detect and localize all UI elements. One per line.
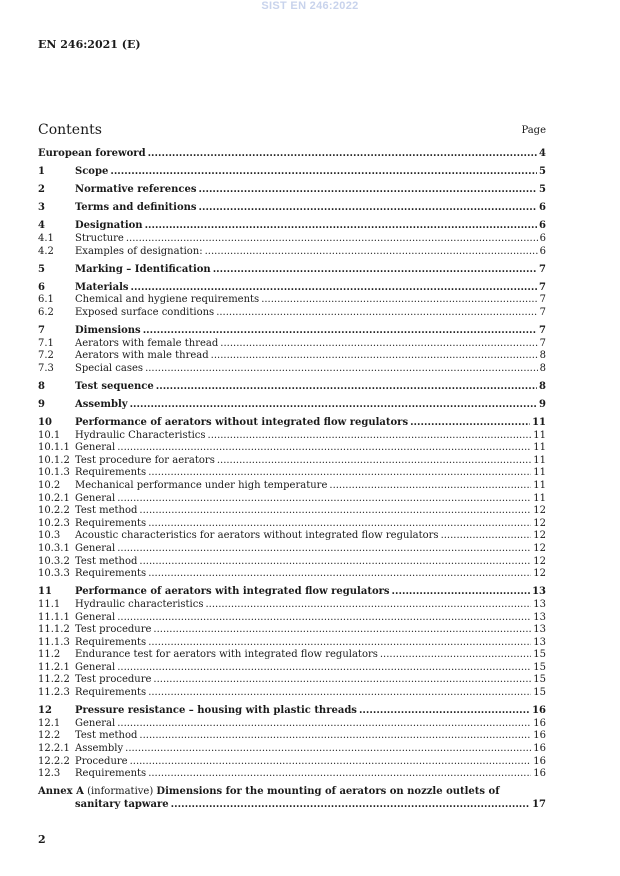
toc-entry-title: Hydraulic Characteristics <box>75 429 206 441</box>
toc-entry[interactable] <box>38 430 546 443</box>
dot-leader <box>261 294 537 307</box>
toc-entry[interactable] <box>38 624 546 637</box>
toc-entry-number: 7.3 <box>38 362 54 374</box>
dot-leader <box>130 756 532 769</box>
toc-entry[interactable] <box>38 730 546 743</box>
toc-entry-title: Marking – Identification <box>75 263 211 275</box>
dot-leader <box>199 202 538 215</box>
toc-entry-title: Materials <box>75 281 129 293</box>
toc-entry-page: 8 <box>539 380 546 392</box>
toc-entry-title: Acoustic characteristics for aerators without integrated flow regulators <box>75 530 439 542</box>
dot-leader <box>329 480 531 493</box>
dot-leader <box>148 148 537 161</box>
toc-entry-title: Mechanical performance under high temperature <box>75 480 328 492</box>
toc-entry-number: 10.2.3 <box>38 517 70 529</box>
toc-entry-title: Test sequence <box>75 380 154 392</box>
toc-entry[interactable] <box>38 363 546 376</box>
dot-leader <box>117 612 531 625</box>
toc-entry-title: Performance of aerators with integrated flow regulators <box>75 586 390 598</box>
toc-entry-title: Aerators with male thread <box>75 350 209 362</box>
dot-leader <box>139 556 531 569</box>
toc-entry-number: 4.1 <box>38 232 54 244</box>
dot-leader <box>125 743 531 756</box>
toc-entry[interactable] <box>38 556 546 569</box>
toc-entry[interactable] <box>38 530 546 543</box>
toc-entry[interactable] <box>38 674 546 687</box>
toc-entry[interactable] <box>38 543 546 556</box>
toc-entry-number: 10.2.1 <box>38 492 70 504</box>
toc-entry[interactable] <box>38 687 546 700</box>
toc-entry-title: General <box>75 611 116 623</box>
dot-leader <box>126 233 538 246</box>
dot-leader <box>117 493 531 506</box>
toc-entry-title: General <box>75 442 116 454</box>
dot-leader <box>148 467 531 480</box>
toc-entry[interactable] <box>38 649 546 662</box>
toc-entry-title: Endurance test for aerators with integrated flow regulators <box>75 649 378 661</box>
toc-entry-title: Exposed surface conditions <box>75 306 215 318</box>
toc-entry-title: Chemical and hygiene requirements <box>75 294 260 306</box>
toc-entry-title: Test method <box>75 555 138 567</box>
toc-entry-number: 10.3.3 <box>38 568 70 580</box>
contents-title: Contents <box>38 122 102 138</box>
toc-entry-page: 8 <box>539 350 546 362</box>
annex-title: Dimensions for the mounting of aerators on nozzle outlets of <box>156 786 500 798</box>
toc-entry-number: 6 <box>38 281 45 293</box>
toc-entry-page: 12 <box>533 517 546 529</box>
toc-entry-page: 11 <box>532 417 546 429</box>
toc-entry-number: 12 <box>38 705 52 717</box>
dot-leader <box>110 166 537 179</box>
toc-entry[interactable] <box>38 768 546 781</box>
toc-entry-number: 7.2 <box>38 350 54 362</box>
annex-label: Annex A <box>38 786 84 798</box>
dot-leader <box>139 730 531 743</box>
toc-entry-title: Requirements <box>75 687 147 699</box>
toc-entry-page: 11 <box>533 467 546 479</box>
toc-entry-number: 5 <box>38 263 45 275</box>
toc-entry[interactable] <box>38 184 546 197</box>
dot-leader <box>441 530 532 543</box>
toc-entry[interactable] <box>38 568 546 581</box>
toc-entry[interactable] <box>38 148 546 161</box>
toc-entry-page: 11 <box>533 480 546 492</box>
toc-entry-page: 16 <box>532 705 546 717</box>
toc-entry-page: 7 <box>539 281 546 293</box>
dot-leader <box>211 350 538 363</box>
dot-leader <box>117 718 531 731</box>
dot-leader <box>171 799 530 812</box>
toc-entry-page: 16 <box>533 768 546 780</box>
toc-entry-title: Performance of aerators without integrated flow regulators <box>75 417 409 429</box>
toc-entry-page: 7 <box>539 294 546 306</box>
dot-leader <box>156 381 537 394</box>
toc-entry[interactable] <box>38 637 546 650</box>
dot-leader <box>153 624 531 637</box>
dot-leader <box>220 338 537 351</box>
annex-qualifier: (informative) <box>87 786 154 798</box>
toc-entry-title: European foreword <box>38 148 146 159</box>
toc-entry[interactable] <box>38 718 546 731</box>
dot-leader <box>148 518 531 531</box>
toc-entry-number: 11.2.1 <box>38 661 70 673</box>
toc-entry[interactable] <box>38 417 546 430</box>
toc-entry-number: 2 <box>38 184 45 196</box>
dot-leader <box>205 246 538 259</box>
toc-entry-title: Assembly <box>75 742 124 754</box>
toc-entry-page: 13 <box>532 586 546 598</box>
toc-entry-number: 10.1.1 <box>38 442 70 454</box>
dot-leader <box>153 674 531 687</box>
toc-entry-number: 10.1.2 <box>38 454 70 466</box>
toc-entry-number: 10.2 <box>38 480 61 492</box>
toc-entry-page: 6 <box>539 245 546 257</box>
dot-leader <box>392 586 531 599</box>
toc-entry-number: 11.1.3 <box>38 636 70 648</box>
toc-entry[interactable] <box>38 350 546 363</box>
toc-entry[interactable] <box>38 442 546 455</box>
toc-entry-page: 16 <box>533 717 546 729</box>
toc-entry-page: 7 <box>539 306 546 318</box>
toc-entry-title: Requirements <box>75 636 147 648</box>
toc-entry-page: 4 <box>539 148 546 159</box>
toc-entry-number: 6.2 <box>38 306 54 318</box>
dot-leader <box>145 220 537 233</box>
toc-entry-title: Dimensions <box>75 325 141 337</box>
toc-entry-title: Assembly <box>75 399 128 410</box>
toc-entry-title: Test method <box>75 730 138 742</box>
toc-entry-page: 15 <box>533 687 546 699</box>
toc-entry-page: 6 <box>539 202 546 214</box>
toc-entry-page: 16 <box>533 755 546 767</box>
toc-entry-number: 3 <box>38 202 45 214</box>
toc-entry-title: Procedure <box>75 755 128 767</box>
dot-leader <box>148 768 531 781</box>
toc-entry[interactable] <box>38 455 546 468</box>
toc-entry[interactable] <box>38 662 546 675</box>
toc-entry-page: 12 <box>533 555 546 567</box>
toc-entry-page: 15 <box>533 661 546 673</box>
dot-leader <box>130 399 537 412</box>
dot-leader <box>131 282 538 295</box>
dot-leader <box>117 442 531 455</box>
dot-leader <box>410 417 530 430</box>
toc-entry-number: 4.2 <box>38 245 54 257</box>
annex-page: 17 <box>532 798 546 810</box>
toc-entry-number: 11.1 <box>38 598 61 610</box>
toc-entry-page: 11 <box>533 454 546 466</box>
toc-entry-title: Normative references <box>75 184 197 196</box>
dot-leader <box>145 363 538 376</box>
toc-entry-number: 10.3 <box>38 530 61 542</box>
toc-entry-title: Designation <box>75 220 143 232</box>
toc-entry-title: Requirements <box>75 568 147 580</box>
toc-entry-number: 11.2 <box>38 649 61 661</box>
dot-leader <box>117 543 531 556</box>
toc-entry[interactable] <box>38 246 546 259</box>
toc-entry-page: 5 <box>539 166 546 178</box>
toc-entry[interactable] <box>38 586 546 599</box>
watermark: SIST EN 246:2022 <box>261 0 359 12</box>
dot-leader <box>217 455 531 468</box>
toc-entry-title: Special cases <box>75 362 144 374</box>
toc-entry-page: 8 <box>539 362 546 374</box>
toc-entry-page: 15 <box>533 649 546 661</box>
toc-entry-page: 15 <box>533 674 546 686</box>
toc-entry-number: 12.2.1 <box>38 742 70 754</box>
table-of-contents <box>38 148 546 811</box>
dot-leader <box>359 705 530 718</box>
dot-leader <box>199 184 538 197</box>
dot-leader <box>205 599 531 612</box>
toc-entry-title: Test procedure <box>75 674 152 686</box>
toc-entry-title: Test procedure <box>75 624 152 636</box>
dot-leader <box>213 264 537 277</box>
toc-entry-number: 12.3 <box>38 768 61 780</box>
toc-entry-number: 10 <box>38 417 52 429</box>
toc-entry[interactable] <box>38 381 546 394</box>
toc-entry-title: Scope <box>75 166 109 178</box>
toc-entry-page: 13 <box>533 636 546 648</box>
toc-entry-title: Hydraulic characteristics <box>75 598 204 610</box>
toc-entry-number: 9 <box>38 399 45 410</box>
toc-entry-number: 1 <box>38 166 45 178</box>
toc-entry-title: Structure <box>75 232 124 244</box>
toc-entry-number: 11.1.2 <box>38 624 70 636</box>
toc-entry-number: 12.1 <box>38 717 61 729</box>
toc-entry-page: 9 <box>539 399 546 410</box>
dot-leader <box>117 662 531 675</box>
toc-entry-title: Requirements <box>75 467 147 479</box>
toc-entry[interactable] <box>38 743 546 756</box>
toc-entry-title: Requirements <box>75 517 147 529</box>
toc-entry-page: 6 <box>539 232 546 244</box>
toc-entry-page: 11 <box>533 429 546 441</box>
toc-entry-page: 12 <box>533 530 546 542</box>
toc-entry[interactable] <box>38 325 546 338</box>
toc-entry[interactable] <box>38 202 546 215</box>
page-column-label: Page <box>521 125 546 136</box>
toc-entry-page: 16 <box>533 742 546 754</box>
toc-entry-page: 12 <box>533 505 546 517</box>
document-id: EN 246:2021 (E) <box>38 38 141 51</box>
toc-entry-title: Terms and definitions <box>75 202 197 214</box>
toc-entry-number: 11 <box>38 586 52 598</box>
toc-entry-page: 11 <box>533 492 546 504</box>
toc-entry-page: 5 <box>539 184 546 196</box>
toc-entry-page: 13 <box>533 624 546 636</box>
toc-entry-title: Examples of designation: <box>75 245 203 257</box>
toc-entry[interactable] <box>38 338 546 351</box>
toc-entry-page: 6 <box>539 220 546 232</box>
toc-entry[interactable] <box>38 518 546 531</box>
toc-entry-title: Aerators with female thread <box>75 337 219 349</box>
toc-entry-number: 12.2.2 <box>38 755 70 767</box>
toc-entry[interactable] <box>38 705 546 718</box>
toc-entry[interactable] <box>38 505 546 518</box>
toc-entry[interactable] <box>38 493 546 506</box>
toc-entry-number: 10.1 <box>38 429 61 441</box>
toc-entry-page: 7 <box>539 337 546 349</box>
toc-entry-title: General <box>75 717 116 729</box>
toc-entry[interactable] <box>38 233 546 246</box>
toc-entry-number: 11.1.1 <box>38 611 70 623</box>
toc-entry-page: 12 <box>533 543 546 555</box>
toc-entry-page: 16 <box>533 730 546 742</box>
toc-entry[interactable] <box>38 220 546 233</box>
toc-entry-title: Test method <box>75 505 138 517</box>
dot-leader <box>148 568 531 581</box>
dot-leader <box>148 687 531 700</box>
dot-leader <box>216 307 537 320</box>
toc-entry[interactable] <box>38 282 546 295</box>
toc-entry[interactable] <box>38 294 546 307</box>
toc-entry-number: 8 <box>38 380 45 392</box>
dot-leader <box>148 637 531 650</box>
dot-leader <box>143 325 537 338</box>
toc-entry-page: 7 <box>539 263 546 275</box>
toc-entry-title: General <box>75 492 116 504</box>
toc-entry-title: Requirements <box>75 768 147 780</box>
toc-entry[interactable] <box>38 612 546 625</box>
toc-entry-title: General <box>75 543 116 555</box>
toc-entry-number: 6.1 <box>38 294 54 306</box>
toc-entry-number: 10.1.3 <box>38 467 70 479</box>
toc-entry-number: 11.2.2 <box>38 674 70 686</box>
toc-entry[interactable] <box>38 756 546 769</box>
toc-entry-number: 10.3.2 <box>38 555 70 567</box>
toc-entry-number: 10.3.1 <box>38 543 70 555</box>
toc-entry-number: 7 <box>38 325 45 337</box>
dot-leader <box>139 505 531 518</box>
toc-entry-number: 7.1 <box>38 337 54 349</box>
toc-entry-number: 11.2.3 <box>38 687 70 699</box>
toc-entry[interactable] <box>38 264 546 277</box>
toc-entry[interactable] <box>38 399 546 412</box>
toc-entry[interactable] <box>38 480 546 493</box>
toc-entry-page: 11 <box>533 442 546 454</box>
toc-entry-title: Pressure resistance – housing with plastic threads <box>75 705 357 717</box>
toc-entry[interactable] <box>38 166 546 179</box>
toc-entry[interactable] <box>38 307 546 320</box>
toc-entry-number: 10.2.2 <box>38 505 70 517</box>
toc-entry[interactable] <box>38 599 546 612</box>
toc-entry-title: General <box>75 661 116 673</box>
toc-entry[interactable] <box>38 467 546 480</box>
dot-leader <box>380 649 531 662</box>
toc-entry-page: 13 <box>533 611 546 623</box>
toc-annex-entry[interactable] <box>38 786 546 811</box>
page-number: 2 <box>38 833 46 846</box>
toc-entry-title: Test procedure for aerators <box>75 454 215 466</box>
annex-title-continued: sanitary tapware <box>75 798 169 810</box>
dot-leader <box>208 430 532 443</box>
toc-entry-number: 12.2 <box>38 730 61 742</box>
toc-entry-number: 4 <box>38 220 45 232</box>
toc-entry-page: 13 <box>533 598 546 610</box>
toc-entry-page: 7 <box>539 325 546 337</box>
toc-entry-page: 12 <box>533 568 546 580</box>
